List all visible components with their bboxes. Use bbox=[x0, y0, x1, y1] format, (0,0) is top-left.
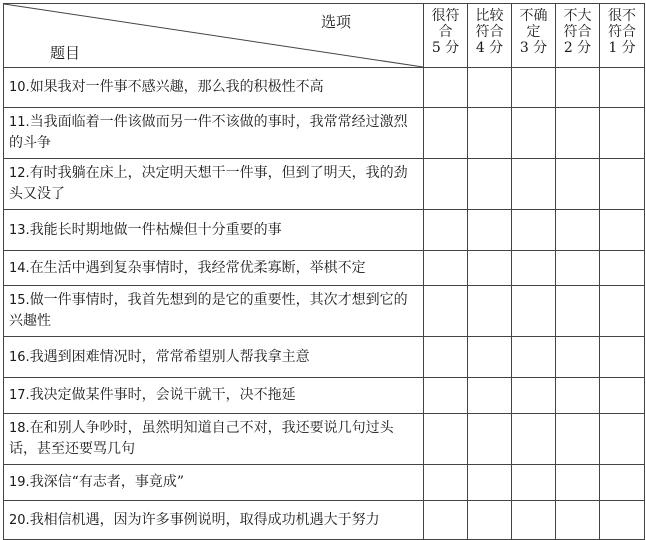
option-header-4 bbox=[556, 4, 600, 68]
answer-cell-4[interactable] bbox=[468, 286, 512, 337]
question-text: 在和别人争吵时，虽然明知道自己不对，我还要说几句过头话，甚至还要骂几句 bbox=[9, 420, 394, 457]
question-number: 16. bbox=[9, 349, 30, 365]
question-text: 我相信机遇，因为许多事例说明，取得成功机遇大于努力 bbox=[29, 511, 380, 528]
answer-cell-3[interactable] bbox=[512, 378, 556, 414]
option-header-line: 很符 bbox=[431, 8, 460, 24]
items-label: 题目 bbox=[50, 44, 81, 62]
answer-cell-3[interactable] bbox=[512, 251, 556, 286]
answer-cell-2[interactable] bbox=[556, 501, 600, 540]
answer-cell-2[interactable] bbox=[556, 378, 600, 414]
answer-cell-4[interactable] bbox=[468, 159, 512, 210]
answer-cell-2[interactable] bbox=[556, 414, 600, 465]
diagonal-header-cell bbox=[4, 4, 424, 68]
question-row bbox=[4, 68, 645, 108]
answer-cell-4[interactable] bbox=[468, 378, 512, 414]
answer-cell-1[interactable] bbox=[600, 210, 645, 251]
answer-cell-4[interactable] bbox=[468, 210, 512, 251]
question-text: 我深信“有志者，事竟成” bbox=[29, 474, 185, 490]
question-text-cell bbox=[4, 210, 424, 251]
question-row bbox=[4, 210, 645, 251]
answer-cell-4[interactable] bbox=[468, 337, 512, 378]
question-row bbox=[4, 378, 645, 414]
question-text: 做一件事情时，我首先想到的是它的重要性，其次才想到它的兴趣性 bbox=[9, 292, 408, 329]
question-row bbox=[4, 159, 645, 210]
question-text: 我遇到困难情况时，常常希望别人帮我拿主意 bbox=[29, 348, 310, 365]
answer-cell-1[interactable] bbox=[600, 68, 645, 108]
question-number: 13. bbox=[9, 222, 30, 238]
option-header-line: 不大 bbox=[563, 8, 592, 24]
question-number: 18. bbox=[9, 421, 30, 436]
question-text: 如果我对一件事不感兴趣，那么我的积极性不高 bbox=[29, 79, 324, 95]
question-text-cell bbox=[4, 378, 424, 414]
question-row bbox=[4, 337, 645, 378]
question-text-cell bbox=[4, 68, 424, 108]
question-number: 12. bbox=[9, 166, 30, 181]
answer-cell-3[interactable] bbox=[512, 159, 556, 210]
option-header-line: 符合 bbox=[563, 24, 592, 40]
answer-cell-4[interactable] bbox=[468, 465, 512, 501]
question-row bbox=[4, 286, 645, 337]
answer-cell-1[interactable] bbox=[600, 251, 645, 286]
answer-cell-3[interactable] bbox=[512, 68, 556, 108]
question-number: 20. bbox=[9, 512, 30, 528]
question-row bbox=[4, 108, 645, 159]
answer-cell-5[interactable] bbox=[424, 414, 468, 465]
option-header-line: 不确 bbox=[519, 8, 548, 24]
question-row bbox=[4, 251, 645, 286]
answer-cell-4[interactable] bbox=[468, 501, 512, 540]
option-header-line: 符合 bbox=[475, 24, 504, 40]
answer-cell-2[interactable] bbox=[556, 210, 600, 251]
answer-cell-5[interactable] bbox=[424, 337, 468, 378]
question-row bbox=[4, 501, 645, 540]
question-number: 11. bbox=[9, 115, 30, 130]
option-header-score: 3 分 bbox=[519, 40, 548, 56]
answer-cell-1[interactable] bbox=[600, 286, 645, 337]
answer-cell-2[interactable] bbox=[556, 465, 600, 501]
option-header-line: 定 bbox=[526, 24, 541, 40]
option-header-3 bbox=[512, 4, 556, 68]
option-header-score: 2 分 bbox=[563, 40, 592, 56]
question-text: 有时我躺在床上，决定明天想干一件事，但到了明天，我的劲头又没了 bbox=[9, 165, 408, 202]
answer-cell-2[interactable] bbox=[556, 286, 600, 337]
question-row bbox=[4, 414, 645, 465]
option-header-score: 4 分 bbox=[475, 40, 504, 56]
question-text: 我决定做某件事时，会说干就干，决不拖延 bbox=[29, 387, 296, 403]
questionnaire-sheet bbox=[3, 3, 644, 526]
answer-cell-2[interactable] bbox=[556, 159, 600, 210]
header-row bbox=[4, 4, 645, 68]
option-header-2 bbox=[468, 4, 512, 68]
answer-cell-2[interactable] bbox=[556, 108, 600, 159]
option-header-line: 很不 bbox=[608, 8, 636, 24]
answer-cell-5[interactable] bbox=[424, 210, 468, 251]
question-number: 15. bbox=[9, 293, 30, 308]
answer-cell-5[interactable] bbox=[424, 465, 468, 501]
question-text: 当我面临着一件该做而另一件不该做的事时，我常常经过激烈的斗争 bbox=[9, 114, 408, 151]
answer-cell-3[interactable] bbox=[512, 337, 556, 378]
question-number: 14. bbox=[9, 260, 30, 276]
question-text-cell bbox=[4, 286, 424, 337]
questionnaire-table bbox=[3, 3, 645, 540]
question-text-cell bbox=[4, 108, 424, 159]
answer-cell-3[interactable] bbox=[512, 465, 556, 501]
answer-cell-3[interactable] bbox=[512, 286, 556, 337]
options-label: 选项 bbox=[321, 13, 352, 31]
question-row bbox=[4, 465, 645, 501]
question-number: 10. bbox=[9, 80, 30, 95]
question-text-cell bbox=[4, 414, 424, 465]
question-text-cell bbox=[4, 251, 424, 286]
answer-cell-1[interactable] bbox=[600, 501, 645, 540]
question-text-cell bbox=[4, 501, 424, 540]
question-number: 17. bbox=[9, 388, 30, 403]
answer-cell-5[interactable] bbox=[424, 108, 468, 159]
answer-cell-1[interactable] bbox=[600, 465, 645, 501]
answer-cell-4[interactable] bbox=[468, 414, 512, 465]
answer-cell-1[interactable] bbox=[600, 414, 645, 465]
answer-cell-4[interactable] bbox=[468, 68, 512, 108]
answer-cell-1[interactable] bbox=[600, 108, 645, 159]
option-header-5 bbox=[600, 4, 645, 68]
question-text-cell bbox=[4, 465, 424, 501]
answer-cell-3[interactable] bbox=[512, 108, 556, 159]
option-header-line: 合 bbox=[438, 24, 453, 40]
answer-cell-2[interactable] bbox=[556, 251, 600, 286]
answer-cell-1[interactable] bbox=[600, 378, 645, 414]
question-number: 19. bbox=[9, 475, 30, 490]
question-text-cell bbox=[4, 159, 424, 210]
answer-cell-2[interactable] bbox=[556, 68, 600, 108]
question-text-cell bbox=[4, 337, 424, 378]
answer-cell-3[interactable] bbox=[512, 210, 556, 251]
option-header-score: 5 分 bbox=[431, 40, 460, 56]
option-header-score: 1 分 bbox=[608, 40, 636, 56]
answer-cell-5[interactable] bbox=[424, 501, 468, 540]
answer-cell-5[interactable] bbox=[424, 251, 468, 286]
answer-cell-4[interactable] bbox=[468, 251, 512, 286]
question-text: 在生活中遇到复杂事情时，我经常优柔寡断，举棋不定 bbox=[29, 259, 366, 276]
answer-cell-5[interactable] bbox=[424, 378, 468, 414]
answer-cell-1[interactable] bbox=[600, 337, 645, 378]
option-header-line: 比较 bbox=[475, 8, 504, 24]
answer-cell-5[interactable] bbox=[424, 68, 468, 108]
option-header-1 bbox=[424, 4, 468, 68]
answer-cell-3[interactable] bbox=[512, 501, 556, 540]
answer-cell-2[interactable] bbox=[556, 337, 600, 378]
answer-cell-5[interactable] bbox=[424, 159, 468, 210]
answer-cell-4[interactable] bbox=[468, 108, 512, 159]
option-header-line: 符合 bbox=[608, 24, 636, 40]
answer-cell-5[interactable] bbox=[424, 286, 468, 337]
answer-cell-1[interactable] bbox=[600, 159, 645, 210]
answer-cell-3[interactable] bbox=[512, 414, 556, 465]
question-text: 我能长时期地做一件枯燥但十分重要的事 bbox=[29, 221, 282, 238]
